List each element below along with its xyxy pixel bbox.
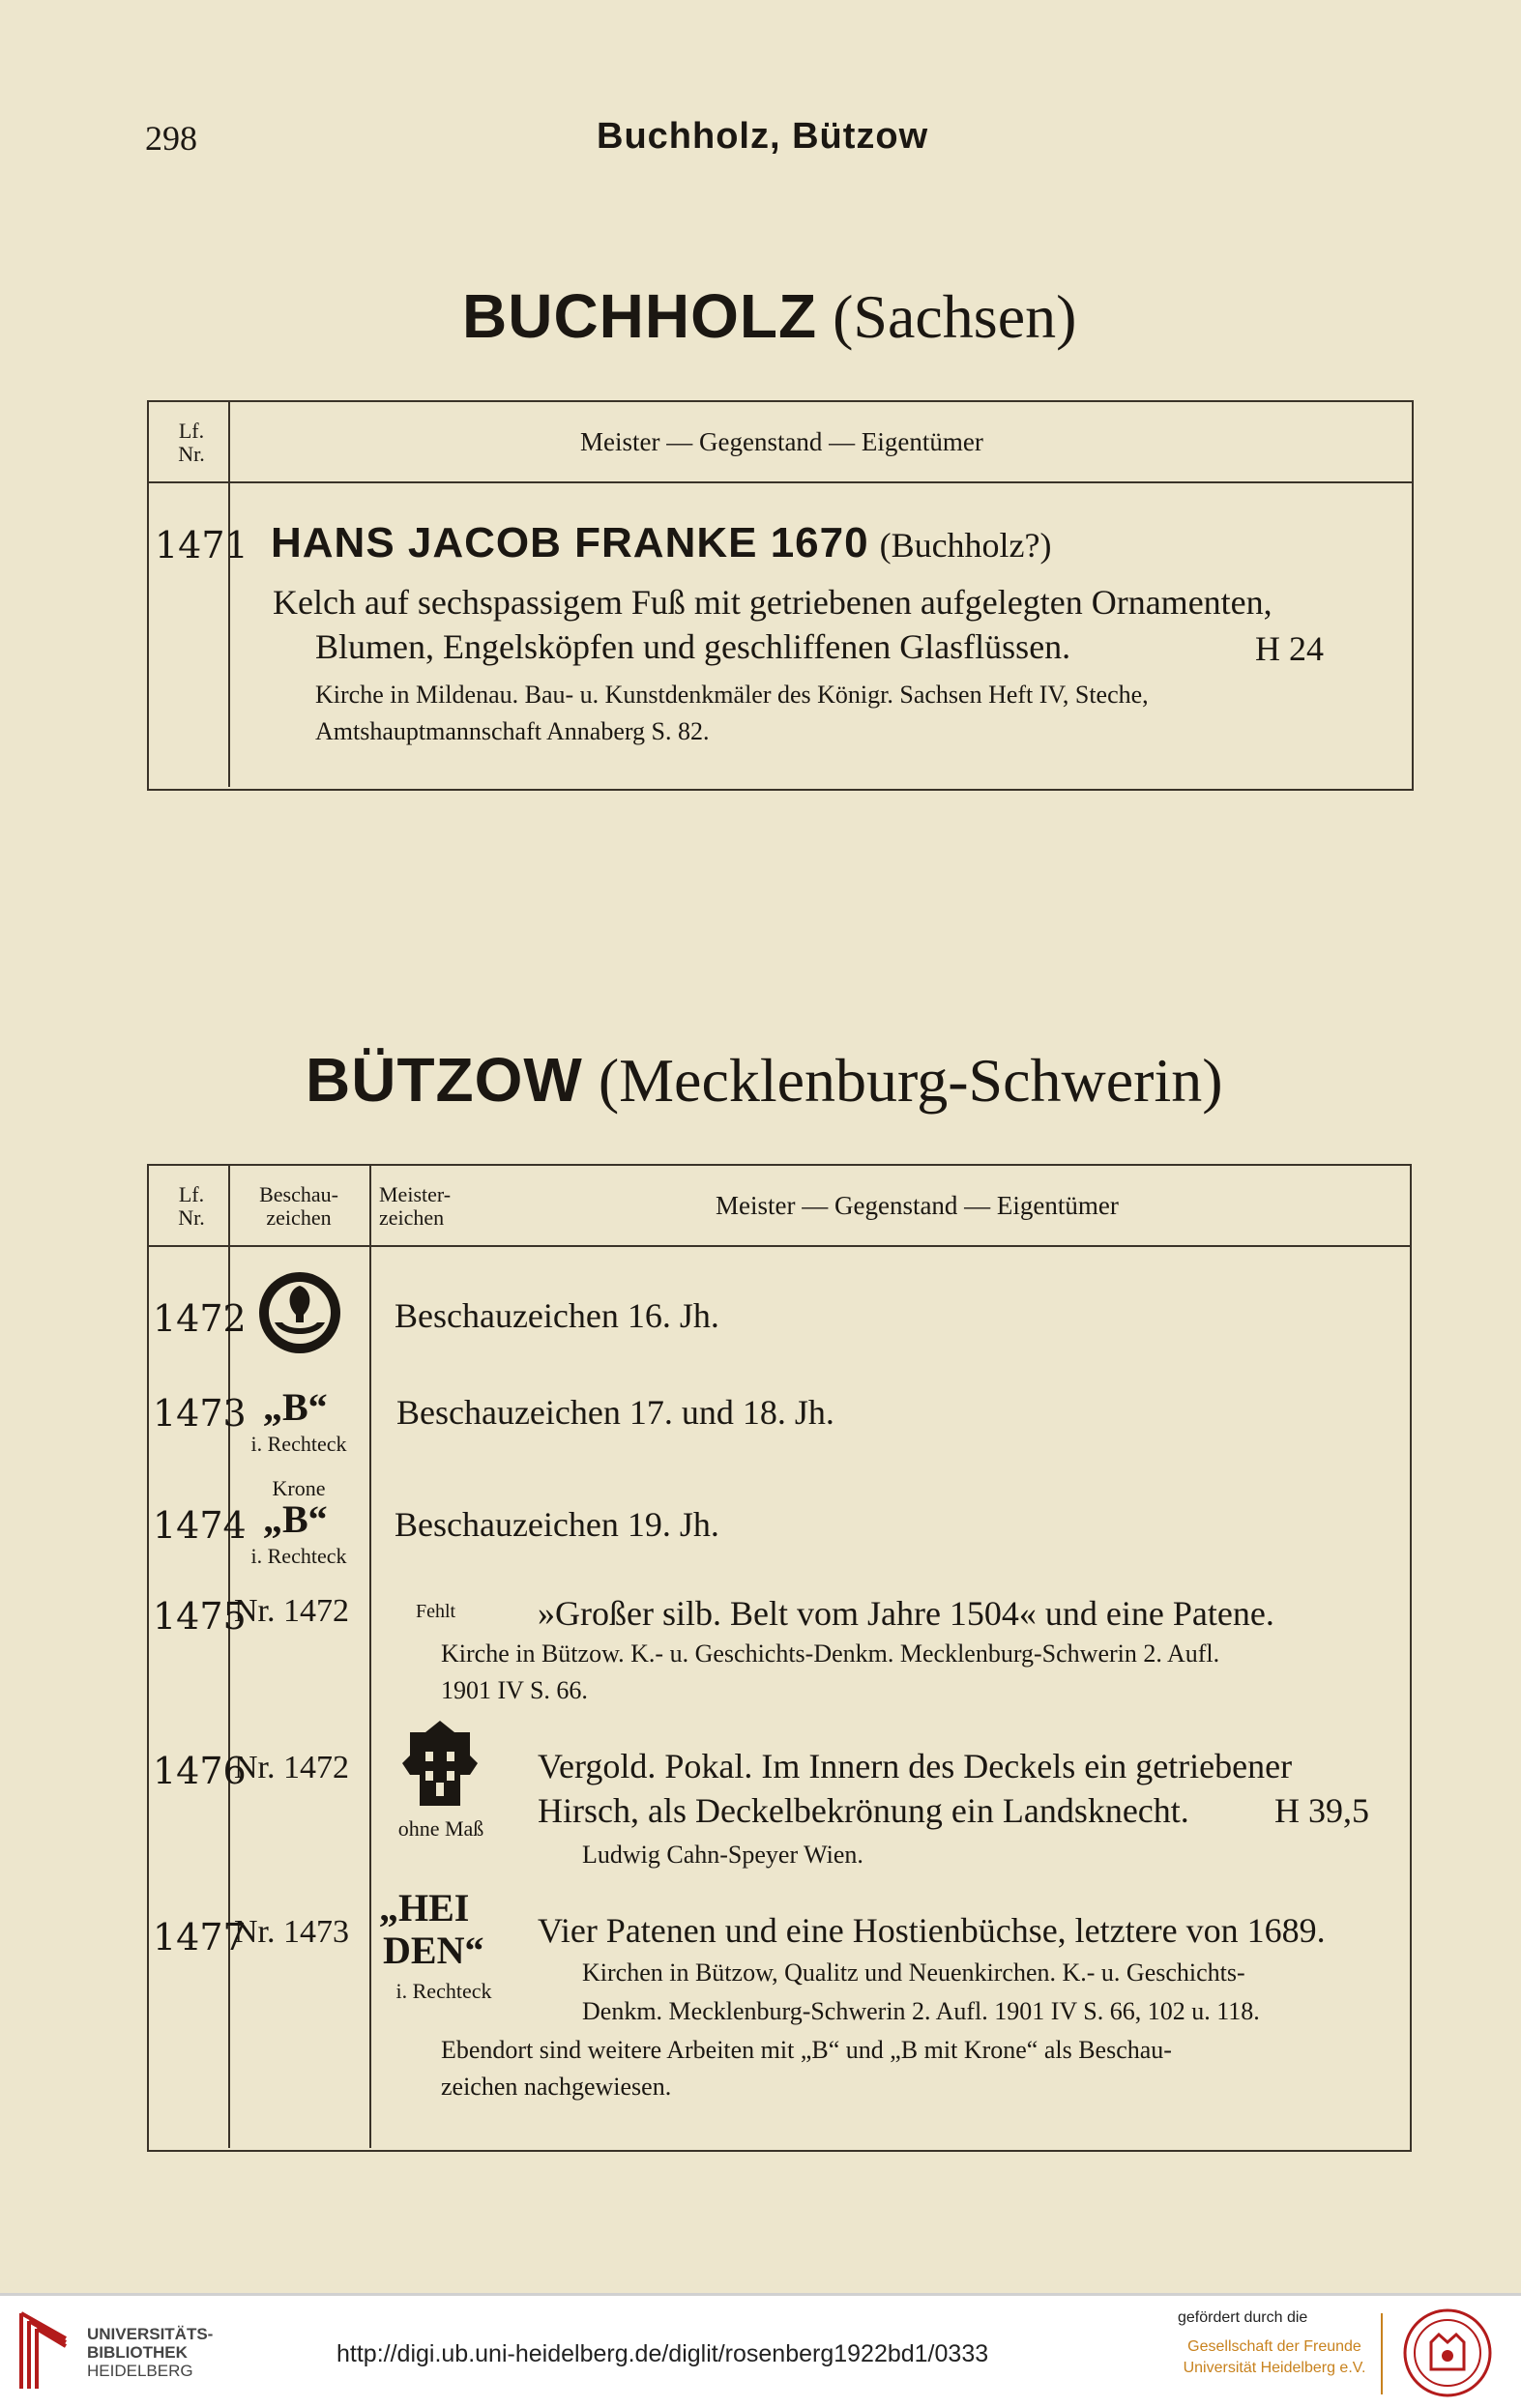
running-title: Buchholz, Bützow	[597, 116, 929, 157]
table-header-rule	[147, 1245, 1410, 1247]
meister-mark-missing: Fehlt	[416, 1601, 456, 1622]
entry-height: H 39,5	[1274, 1791, 1369, 1830]
beschau-mark-note: i. Rechteck	[250, 1544, 347, 1568]
beschau-ref: Nr. 1472	[234, 1593, 349, 1629]
beschau-ref: Nr. 1472	[234, 1750, 349, 1785]
section-title-buetzow	[306, 1044, 1223, 1117]
meister-mark-note: i. Rechteck	[395, 1979, 492, 2003]
entry-number: 1472	[153, 1297, 247, 1340]
footer-divider	[1381, 2313, 1383, 2394]
entry-number: 1474	[153, 1504, 247, 1547]
entry-text: Hirsch, als Deckelbekrönung ein Landsknecht.	[538, 1791, 1189, 1830]
meister-mark-note: ohne Maß	[397, 1816, 484, 1841]
entry-text: Vergold. Pokal. Im Innern des Deckels ein getriebener	[538, 1747, 1293, 1785]
beschau-mark-note: i. Rechteck	[250, 1432, 347, 1456]
table-divider	[369, 1164, 371, 2148]
entry-description: Blumen, Engelsköpfen und geschliffenen Glasflüssen.	[315, 627, 1071, 666]
entry-text: »Großer silb. Belt vom Jahre 1504« und eine Patene.	[538, 1594, 1274, 1633]
library-name: UNIVERSITÄTS- BIBLIOTHEK HEIDELBERG	[87, 2325, 214, 2380]
entry-note: Ludwig Cahn-Speyer Wien.	[582, 1841, 863, 1869]
entry-note: Denkm. Mecklenburg-Schwerin 2. Aufl. 1901 IV S. 66, 102 u. 118.	[582, 1997, 1260, 2025]
footer-bar	[0, 2293, 1521, 2408]
entry-note: 1901 IV S. 66.	[441, 1676, 588, 1704]
beschau-mark: „B“	[263, 1385, 328, 1429]
entry-number: 1477	[153, 1916, 247, 1958]
permalink-url[interactable]: http://digi.ub.uni-heidelberg.de/diglit/rosenberg1922bd1/0333	[336, 2340, 989, 2367]
society-name: Gesellschaft der Freunde Universität Heidelberg e.V.	[1183, 2338, 1366, 2376]
entry-note: zeichen nachgewiesen.	[441, 2073, 672, 2101]
funded-by-label: gefördert durch die	[1178, 2309, 1308, 2326]
entry-number: 1476	[153, 1750, 247, 1792]
col-header-lf: Lf. Nr.	[178, 1182, 205, 1230]
beschau-mark-crown: Krone	[272, 1476, 326, 1500]
entry-note: Kirchen in Bützow, Qualitz und Neuenkirchen. K.- u. Geschichts-	[582, 1958, 1245, 1987]
entry-number: 1475	[153, 1595, 247, 1638]
beschau-ref: Nr. 1473	[234, 1914, 349, 1950]
entry-note: Kirche in Mildenau. Bau- u. Kunstdenkmäler des Königr. Sachsen Heft IV, Steche,	[315, 681, 1149, 709]
entry-text: Beschauzeichen 16. Jh.	[395, 1296, 719, 1335]
col-header-lf: Lf. Nr.	[178, 419, 205, 466]
entry-note: Kirche in Bützow. K.- u. Geschichts-Denkm. Mecklenburg-Schwerin 2. Aufl.	[441, 1639, 1220, 1668]
section-title-region: (Sachsen)	[833, 282, 1077, 351]
entry-note: Amtshauptmannschaft Annaberg S. 82.	[315, 717, 710, 745]
section-title-bold: BÜTZOW	[306, 1045, 583, 1115]
meister-mark-icon	[396, 1717, 483, 1810]
entry-number: 1471	[155, 524, 249, 566]
section-title-bold: BUCHHOLZ	[462, 281, 818, 351]
table-header-rule	[147, 481, 1412, 483]
page-number: 298	[145, 119, 197, 158]
beschau-mark-icon	[253, 1266, 346, 1359]
entry-text: Beschauzeichen 19. Jh.	[395, 1505, 719, 1544]
col-header-main: Meister — Gegenstand — Eigentümer	[716, 1191, 1119, 1220]
university-seal-icon	[1402, 2307, 1493, 2398]
entry-description: Kelch auf sechspassigem Fuß mit getriebenen aufgelegten Ornamenten,	[273, 583, 1272, 622]
col-header-main: Meister — Gegenstand — Eigentümer	[580, 427, 983, 456]
col-header-beschau: Beschau- zeichen	[259, 1182, 338, 1230]
col-header-meister: Meister- zeichen	[379, 1182, 452, 1230]
meister-mark: „HEI	[379, 1886, 470, 1929]
entry-text: Vier Patenen und eine Hostienbüchse, letztere von 1689.	[538, 1911, 1326, 1950]
beschau-mark: „B“	[263, 1497, 328, 1541]
entry-master: HANS JACOB FRANKE 1670 (Buchholz?)	[271, 519, 1052, 566]
entry-note: Ebendort sind weitere Arbeiten mit „B“ und „B mit Krone“ als Beschau-	[441, 2036, 1172, 2064]
entry-height: H 24	[1255, 629, 1324, 668]
library-logo-icon	[15, 2309, 72, 2393]
entry-number: 1473	[153, 1392, 247, 1435]
meister-mark: DEN“	[383, 1929, 484, 1972]
entry-text: Beschauzeichen 17. und 18. Jh.	[396, 1393, 834, 1432]
section-title-region: (Mecklenburg-Schwerin)	[598, 1046, 1223, 1115]
section-title-buchholz	[462, 280, 1076, 353]
table-divider	[228, 400, 230, 787]
